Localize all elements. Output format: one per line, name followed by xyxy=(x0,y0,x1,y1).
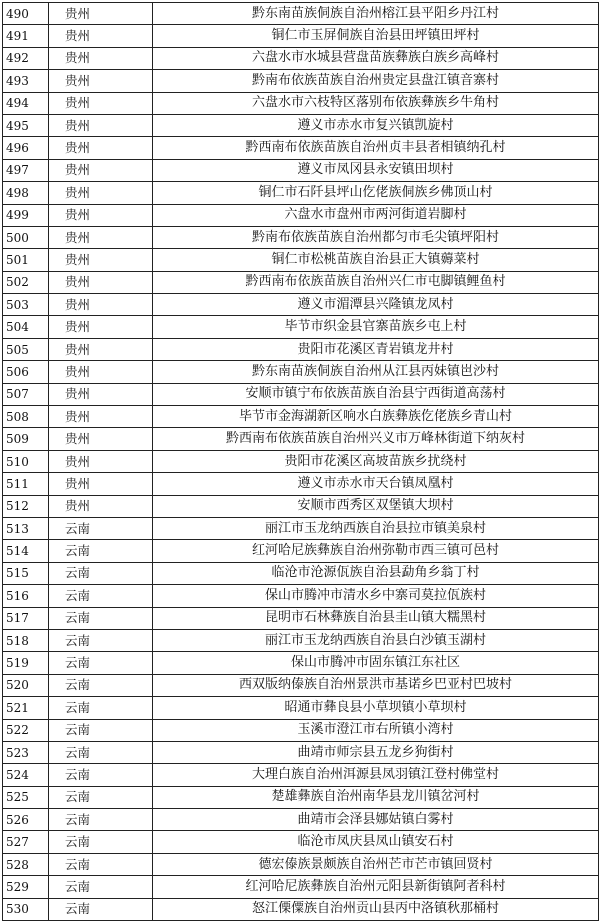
table-row xyxy=(3,114,599,136)
village-name-cell: 丽江市玉龙纳西族自治县白沙镇玉湖村 xyxy=(153,629,599,651)
village-name-cell: 贵阳市花溪区高坡苗族乡扰绕村 xyxy=(153,450,599,472)
province-cell: 云南 xyxy=(49,674,153,696)
village-name-cell: 临沧市沧源佤族自治县勐角乡翁丁村 xyxy=(153,562,599,584)
village-name-cell: 安顺市镇宁布依族苗族自治县宁西街道高荡村 xyxy=(153,383,599,405)
table-row xyxy=(3,182,599,204)
table-row xyxy=(3,361,599,383)
table-row xyxy=(3,585,599,607)
province-cell: 云南 xyxy=(49,585,153,607)
province-cell: 贵州 xyxy=(49,249,153,271)
row-number-cell: 505 xyxy=(3,338,49,360)
province-cell: 贵州 xyxy=(49,70,153,92)
province-cell: 云南 xyxy=(49,540,153,562)
province-cell: 云南 xyxy=(49,741,153,763)
row-number-cell: 526 xyxy=(3,809,49,831)
village-name-cell: 安顺市西秀区双堡镇大坝村 xyxy=(153,495,599,517)
table-row xyxy=(3,786,599,808)
table-row xyxy=(3,853,599,875)
row-number-cell: 508 xyxy=(3,406,49,428)
province-cell: 云南 xyxy=(49,652,153,674)
table-row xyxy=(3,741,599,763)
table-row xyxy=(3,562,599,584)
province-cell: 贵州 xyxy=(49,495,153,517)
province-cell: 贵州 xyxy=(49,450,153,472)
province-cell: 贵州 xyxy=(49,226,153,248)
village-name-cell: 丽江市玉龙纳西族自治县拉市镇美泉村 xyxy=(153,517,599,539)
table-row xyxy=(3,831,599,853)
row-number-cell: 519 xyxy=(3,652,49,674)
row-number-cell: 527 xyxy=(3,831,49,853)
table-row xyxy=(3,25,599,47)
table-row xyxy=(3,159,599,181)
table-row xyxy=(3,294,599,316)
table-row xyxy=(3,809,599,831)
province-cell: 云南 xyxy=(49,876,153,898)
table-row xyxy=(3,271,599,293)
village-name-cell: 玉溪市澄江市右所镇小湾村 xyxy=(153,719,599,741)
province-cell: 云南 xyxy=(49,629,153,651)
village-name-cell: 临沧市凤庆县凤山镇安石村 xyxy=(153,831,599,853)
table-row xyxy=(3,428,599,450)
row-number-cell: 525 xyxy=(3,786,49,808)
table-row xyxy=(3,338,599,360)
province-cell: 贵州 xyxy=(49,406,153,428)
row-number-cell: 495 xyxy=(3,114,49,136)
table-row xyxy=(3,764,599,786)
table-row xyxy=(3,70,599,92)
table-row xyxy=(3,876,599,898)
village-name-cell: 西双版纳傣族自治州景洪市基诺乡巴亚村巴坡村 xyxy=(153,674,599,696)
village-name-cell: 大理白族自治州洱源县凤羽镇江登村佛堂村 xyxy=(153,764,599,786)
province-cell: 贵州 xyxy=(49,316,153,338)
province-cell: 贵州 xyxy=(49,114,153,136)
village-name-cell: 铜仁市玉屏侗族自治县田坪镇田坪村 xyxy=(153,25,599,47)
row-number-cell: 499 xyxy=(3,204,49,226)
table-row xyxy=(3,517,599,539)
village-name-cell: 遵义市赤水市复兴镇凯旋村 xyxy=(153,114,599,136)
village-name-cell: 保山市腾冲市清水乡中寨司莫拉佤族村 xyxy=(153,585,599,607)
table-row xyxy=(3,406,599,428)
table-row xyxy=(3,204,599,226)
table-row xyxy=(3,383,599,405)
province-cell: 云南 xyxy=(49,764,153,786)
province-cell: 云南 xyxy=(49,562,153,584)
row-number-cell: 502 xyxy=(3,271,49,293)
table-row xyxy=(3,540,599,562)
row-number-cell: 507 xyxy=(3,383,49,405)
village-name-cell: 黔西南布依族苗族自治州兴仁市屯脚镇鲤鱼村 xyxy=(153,271,599,293)
village-name-cell: 昆明市石林彝族自治县圭山镇大糯黑村 xyxy=(153,607,599,629)
village-name-cell: 黔南布依族苗族自治州都匀市毛尖镇坪阳村 xyxy=(153,226,599,248)
village-name-cell: 六盘水市盘州市两河街道岩脚村 xyxy=(153,204,599,226)
table-row xyxy=(3,92,599,114)
table-row xyxy=(3,226,599,248)
village-name-cell: 铜仁市松桃苗族自治县正大镇薅菜村 xyxy=(153,249,599,271)
province-cell: 贵州 xyxy=(49,383,153,405)
row-number-cell: 497 xyxy=(3,159,49,181)
village-name-cell: 红河哈尼族彝族自治州元阳县新街镇阿者科村 xyxy=(153,876,599,898)
village-name-cell: 毕节市金海湖新区响水白族彝族仡佬族乡青山村 xyxy=(153,406,599,428)
province-cell: 贵州 xyxy=(49,271,153,293)
table-row xyxy=(3,898,599,920)
province-cell: 贵州 xyxy=(49,92,153,114)
row-number-cell: 518 xyxy=(3,629,49,651)
row-number-cell: 491 xyxy=(3,25,49,47)
province-cell: 贵州 xyxy=(49,361,153,383)
row-number-cell: 490 xyxy=(3,3,49,25)
village-name-cell: 遵义市赤水市天台镇凤凰村 xyxy=(153,473,599,495)
province-cell: 贵州 xyxy=(49,294,153,316)
row-number-cell: 516 xyxy=(3,585,49,607)
village-list-table xyxy=(2,2,599,921)
village-name-cell: 六盘水市水城县营盘苗族彝族白族乡高峰村 xyxy=(153,47,599,69)
row-number-cell: 530 xyxy=(3,898,49,920)
row-number-cell: 523 xyxy=(3,741,49,763)
province-cell: 云南 xyxy=(49,697,153,719)
row-number-cell: 510 xyxy=(3,450,49,472)
village-name-cell: 铜仁市石阡县坪山仡佬族侗族乡佛顶山村 xyxy=(153,182,599,204)
village-name-cell: 红河哈尼族彝族自治州弥勒市西三镇可邑村 xyxy=(153,540,599,562)
table-row xyxy=(3,607,599,629)
province-cell: 贵州 xyxy=(49,47,153,69)
village-name-cell: 保山市腾冲市固东镇江东社区 xyxy=(153,652,599,674)
table-row xyxy=(3,47,599,69)
row-number-cell: 494 xyxy=(3,92,49,114)
village-name-cell: 楚雄彝族自治州南华县龙川镇岔河村 xyxy=(153,786,599,808)
row-number-cell: 492 xyxy=(3,47,49,69)
row-number-cell: 498 xyxy=(3,182,49,204)
table-row xyxy=(3,450,599,472)
row-number-cell: 515 xyxy=(3,562,49,584)
row-number-cell: 504 xyxy=(3,316,49,338)
row-number-cell: 506 xyxy=(3,361,49,383)
province-cell: 云南 xyxy=(49,786,153,808)
row-number-cell: 512 xyxy=(3,495,49,517)
province-cell: 云南 xyxy=(49,607,153,629)
village-name-cell: 黔西南布依族苗族自治州兴义市万峰林街道下纳灰村 xyxy=(153,428,599,450)
province-cell: 贵州 xyxy=(49,473,153,495)
province-cell: 云南 xyxy=(49,853,153,875)
table-row xyxy=(3,137,599,159)
table-body xyxy=(3,3,599,921)
table-row xyxy=(3,652,599,674)
row-number-cell: 500 xyxy=(3,226,49,248)
province-cell: 云南 xyxy=(49,898,153,920)
village-name-cell: 遵义市凤冈县永安镇田坝村 xyxy=(153,159,599,181)
village-name-cell: 昭通市彝良县小草坝镇小草坝村 xyxy=(153,697,599,719)
row-number-cell: 529 xyxy=(3,876,49,898)
village-name-cell: 黔东南苗族侗族自治州从江县丙妹镇岜沙村 xyxy=(153,361,599,383)
table-row xyxy=(3,719,599,741)
row-number-cell: 503 xyxy=(3,294,49,316)
row-number-cell: 509 xyxy=(3,428,49,450)
province-cell: 云南 xyxy=(49,517,153,539)
province-cell: 贵州 xyxy=(49,3,153,25)
table-row xyxy=(3,3,599,25)
province-cell: 贵州 xyxy=(49,137,153,159)
table-row xyxy=(3,495,599,517)
village-name-cell: 黔东南苗族侗族自治州榕江县平阳乡丹江村 xyxy=(153,3,599,25)
village-name-cell: 贵阳市花溪区青岩镇龙井村 xyxy=(153,338,599,360)
province-cell: 贵州 xyxy=(49,159,153,181)
table-row xyxy=(3,697,599,719)
village-name-cell: 六盘水市六枝特区落别布依族彝族乡牛角村 xyxy=(153,92,599,114)
row-number-cell: 520 xyxy=(3,674,49,696)
province-cell: 贵州 xyxy=(49,25,153,47)
village-name-cell: 曲靖市会泽县娜姑镇白雾村 xyxy=(153,809,599,831)
village-name-cell: 黔南布依族苗族自治州贵定县盘江镇音寨村 xyxy=(153,70,599,92)
province-cell: 贵州 xyxy=(49,428,153,450)
row-number-cell: 511 xyxy=(3,473,49,495)
row-number-cell: 528 xyxy=(3,853,49,875)
table-row xyxy=(3,629,599,651)
province-cell: 云南 xyxy=(49,719,153,741)
row-number-cell: 522 xyxy=(3,719,49,741)
village-name-cell: 曲靖市师宗县五龙乡狗街村 xyxy=(153,741,599,763)
row-number-cell: 501 xyxy=(3,249,49,271)
province-cell: 云南 xyxy=(49,809,153,831)
province-cell: 云南 xyxy=(49,831,153,853)
village-name-cell: 德宏傣族景颇族自治州芒市芒市镇回贤村 xyxy=(153,853,599,875)
province-cell: 贵州 xyxy=(49,182,153,204)
village-name-cell: 遵义市湄潭县兴隆镇龙凤村 xyxy=(153,294,599,316)
row-number-cell: 524 xyxy=(3,764,49,786)
row-number-cell: 493 xyxy=(3,70,49,92)
row-number-cell: 513 xyxy=(3,517,49,539)
row-number-cell: 514 xyxy=(3,540,49,562)
table-row xyxy=(3,674,599,696)
province-cell: 贵州 xyxy=(49,204,153,226)
row-number-cell: 521 xyxy=(3,697,49,719)
table-row xyxy=(3,316,599,338)
table-row xyxy=(3,249,599,271)
village-name-cell: 毕节市织金县官寨苗族乡屯上村 xyxy=(153,316,599,338)
row-number-cell: 517 xyxy=(3,607,49,629)
row-number-cell: 496 xyxy=(3,137,49,159)
village-name-cell: 怒江傈僳族自治州贡山县丙中洛镇秋那桶村 xyxy=(153,898,599,920)
village-name-cell: 黔西南布依族苗族自治州贞丰县者相镇纳孔村 xyxy=(153,137,599,159)
table-row xyxy=(3,473,599,495)
province-cell: 贵州 xyxy=(49,338,153,360)
